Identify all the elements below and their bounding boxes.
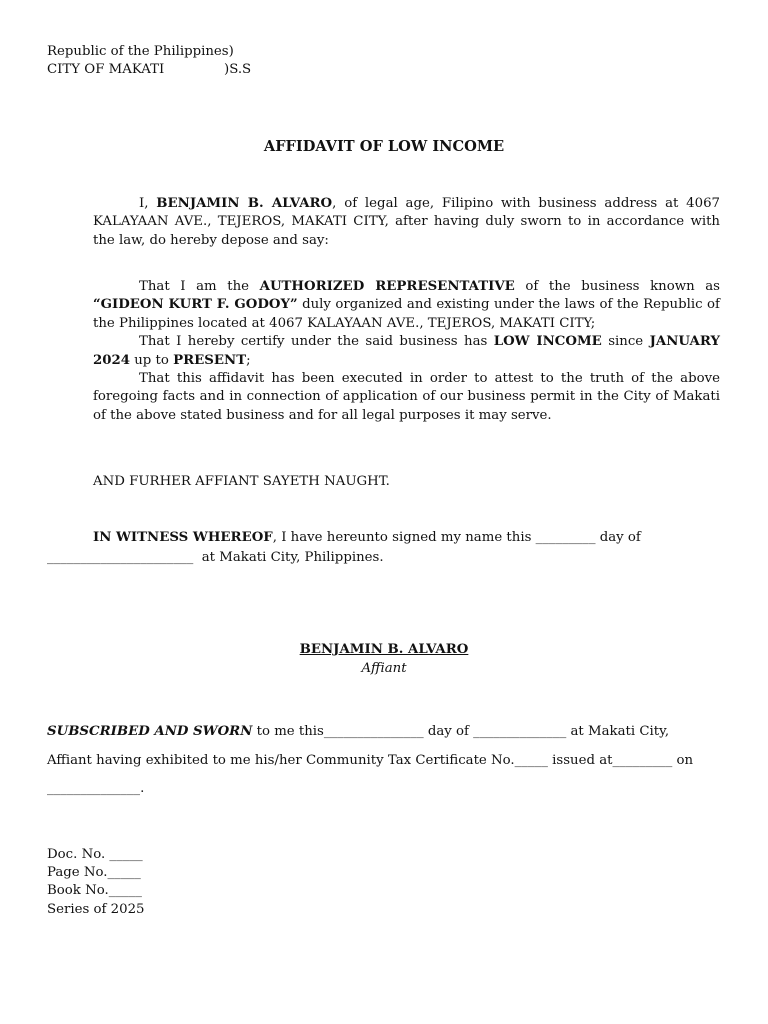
paragraph-purpose bbox=[93, 370, 720, 425]
caption-city: CITY OF MAKATI bbox=[47, 62, 165, 77]
para3-text: That this affidavit has been executed in order to attest to the truth of the above foregoing facts and in connection of application of our business permit in the City of Makati of the above stated business and for all legal purposes it may serve. bbox=[93, 371, 720, 423]
intro-paragraph bbox=[93, 195, 720, 250]
para2-since: JANUARY 2024 bbox=[93, 334, 720, 368]
sworn-line-1 bbox=[47, 723, 669, 741]
para1-text-3: duly organized and existing under the laws of the Republic of the Philippines located at 4067 KALAYAAN AVE., TEJEROS, MAKATI CITY; bbox=[93, 297, 720, 331]
document-title: AFFIDAVIT OF LOW INCOME bbox=[263, 138, 505, 155]
affiant-label: Affiant bbox=[361, 661, 407, 676]
para1-business-name: “GIDEON KURT F. GODOY” bbox=[93, 297, 298, 313]
sworn-text: to me this_______________ day of ______________ at Makati City, bbox=[252, 724, 670, 739]
page-no: Page No._____ bbox=[47, 865, 141, 880]
intro-text-2: , of legal age, Filipino with business address at 4067 KALAYAAN AVE., TEJEROS, MAKATI CITY, after having duly sworn to in accordance with the law, do hereby depose and say: bbox=[93, 196, 720, 248]
witness-line-2: ______________________ at Makati City, Philippines. bbox=[47, 550, 384, 565]
para1-text-2: of the business known as bbox=[514, 279, 720, 294]
series-year: Series of 2025 bbox=[47, 902, 145, 917]
para2-until: PRESENT bbox=[173, 352, 247, 368]
affiant-signature-name: BENJAMIN B. ALVARO bbox=[299, 642, 469, 657]
furher-affiant-line: AND FURHER AFFIANT SAYETH NAUGHT. bbox=[93, 474, 390, 489]
para2-status: LOW INCOME bbox=[493, 334, 602, 350]
body-paragraphs bbox=[93, 278, 720, 425]
para1-text-1: That I am the bbox=[139, 279, 260, 294]
intro-affiant-name: BENJAMIN B. ALVARO bbox=[156, 196, 333, 211]
caption-ss: )S.S bbox=[224, 62, 252, 77]
witness-text: , I have hereunto signed my name this _________ day of bbox=[272, 530, 641, 545]
sworn-line-3: ______________. bbox=[47, 781, 145, 796]
para1-role: AUTHORIZED REPRESENTATIVE bbox=[259, 279, 515, 294]
para2-text-3: up to bbox=[130, 352, 174, 368]
paragraph-low-income bbox=[93, 333, 720, 370]
sworn-line-2: Affiant having exhibited to me his/her Community Tax Certificate No._____ issued at_________ on bbox=[47, 753, 694, 768]
caption-republic: Republic of the Philippines) bbox=[47, 44, 234, 59]
para2-text-1: That I hereby certify under the said business has bbox=[139, 334, 494, 350]
para2-text-4: ; bbox=[246, 352, 251, 368]
witness-line-1 bbox=[93, 529, 641, 547]
doc-no: Doc. No. _____ bbox=[47, 847, 143, 862]
intro-text-1: I, bbox=[139, 196, 157, 211]
paragraph-representative bbox=[93, 278, 720, 333]
book-no: Book No._____ bbox=[47, 883, 142, 898]
sworn-heading: SUBSCRIBED AND SWORN bbox=[47, 724, 253, 739]
witness-heading: IN WITNESS WHEREOF bbox=[93, 530, 273, 545]
para2-text-2: since bbox=[601, 334, 650, 350]
